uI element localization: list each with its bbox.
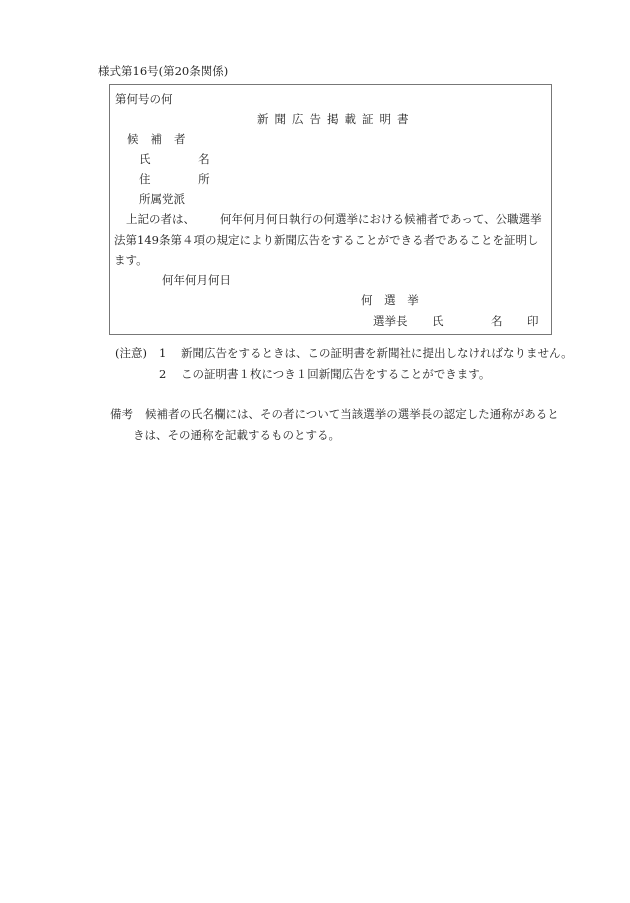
note-2-text: この証明書１枚につき１回新聞広告をすることができます。 (181, 367, 491, 381)
body-line-1-rest: 何年何月何日執行の何選挙における候補者であって、公職選挙 (220, 212, 542, 226)
notes-label: (注意) (115, 346, 147, 360)
chief-given-name: 名 (491, 314, 503, 328)
election-name: 何 選 挙 (361, 293, 423, 307)
remarks-line-1: 候補者の氏名欄には、その者について当該選挙の選挙長の認定した通称があると (145, 407, 559, 421)
form-number: 様式第16号(第20条関係) (98, 64, 229, 78)
note-1-number: 1 (159, 346, 167, 360)
chief-surname: 氏 (432, 314, 444, 328)
chief-label: 選挙長 (373, 314, 408, 328)
remarks-label: 備考 (110, 407, 133, 421)
certificate-title: 新聞広告掲載証明書 (257, 112, 415, 126)
document-number: 第何号の何 (115, 92, 173, 106)
note-2-number: 2 (159, 367, 167, 381)
body-line-3: ます。 (114, 253, 148, 267)
seal-mark: 印 (527, 314, 539, 328)
note-1-text: 新聞広告をするときは、この証明書を新聞社に提出しなければなりません。 (181, 346, 573, 360)
name-label: 氏 名 (139, 152, 232, 166)
body-line-1-start: 上記の者は、 (126, 212, 195, 226)
candidate-label: 候補者 (127, 132, 198, 146)
address-label: 住 所 (139, 172, 232, 186)
body-line-2: 法第149条第４項の規定により新聞広告をすることができる者であることを証明し (114, 233, 539, 247)
remarks-line-2: きは、その通称を記載するものとする。 (133, 428, 340, 442)
party-label: 所属党派 (139, 192, 185, 206)
issue-date: 何年何月何日 (162, 273, 231, 287)
